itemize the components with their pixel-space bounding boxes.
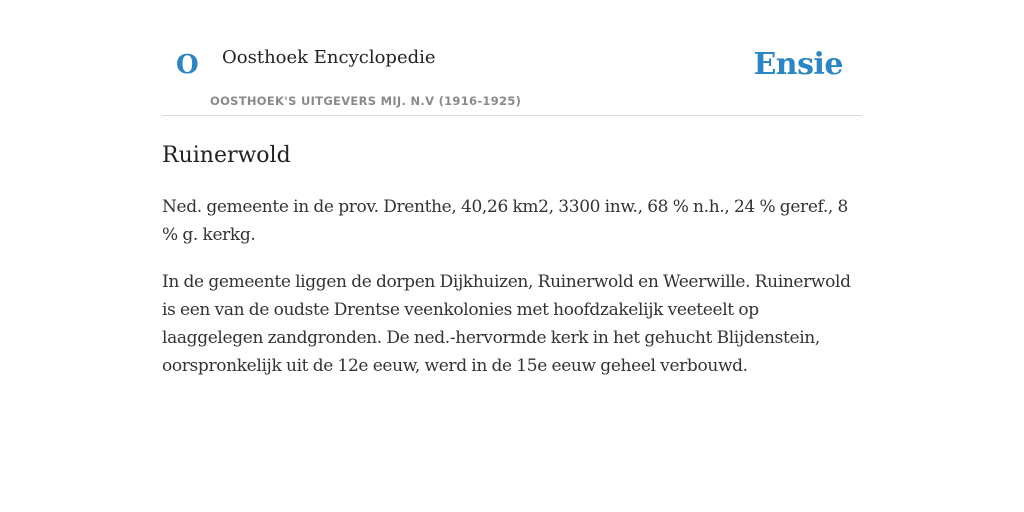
header xyxy=(162,0,862,116)
entry-title: Ruinerwold xyxy=(162,143,291,168)
entry-body xyxy=(162,193,862,380)
logo-letter[interactable]: O xyxy=(176,50,199,80)
entry-paragraph: In de gemeente liggen de dorpen Dijkhuizen, Ruinerwold en Weerwille. Ruinerwold is een van de oudste Drentse veenkolonies met hoofdzakelijk veeteelt op laaggelegen zandgronden. De ned.-hervormde kerk in het gehucht Blijdenstein, oorspronkelijk uit de 12e eeuw, werd in de 15e eeuw geheel verbouwd. xyxy=(162,272,851,376)
page xyxy=(162,0,862,380)
publisher-line: OOSTHOEK'S UITGEVERS MIJ. N.V (1916-1925) xyxy=(210,94,522,108)
encyclopedia-title[interactable]: Oosthoek Encyclopedie xyxy=(222,47,436,68)
ensie-logo-link[interactable]: Ensie xyxy=(753,47,843,82)
entry-paragraph: Ned. gemeente in de prov. Drenthe, 40,26 km2, 3300 inw., 68 % n.h., 24 % geref., 8 % g. kerkg. xyxy=(162,197,848,245)
